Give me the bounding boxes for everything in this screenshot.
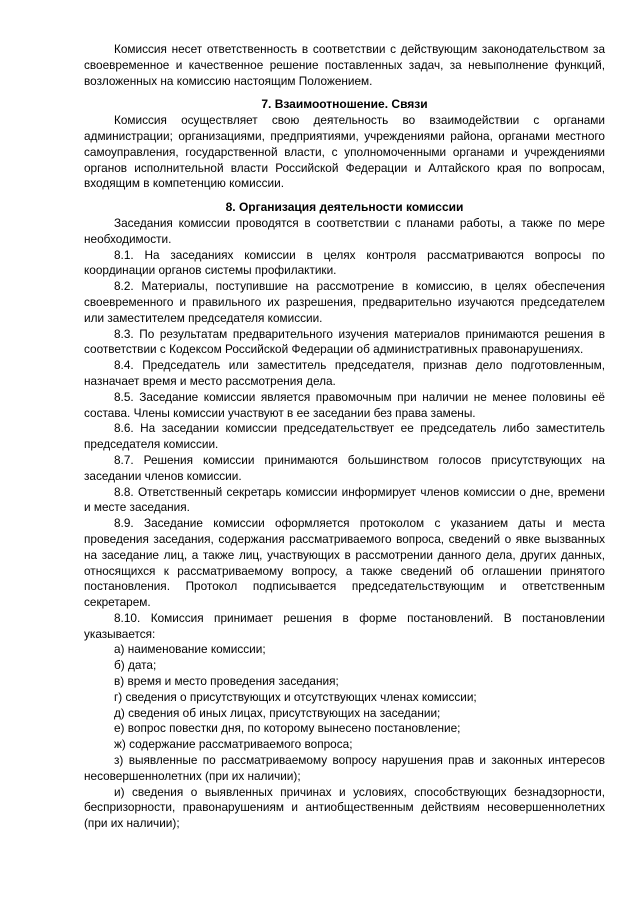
list-item-e: е) вопрос повестки дня, по которому вынесено постановление; bbox=[114, 721, 461, 736]
section-7-heading: 7. Взаимоотношение. Связи bbox=[261, 97, 428, 112]
clause-8-2: 8.2. Материалы, поступившие на рассмотрение в комиссию, в целях обеспечения своевременного и правильного их разрешения, предварительно изучаются председателем или заместителем председателя комиссии. bbox=[84, 279, 605, 325]
clause-8-6: 8.6. На заседании комиссии председательствует ее председатель либо заместитель председателя комиссии. bbox=[84, 421, 605, 452]
list-item-d: д) сведения об иных лицах, присутствующих на заседании; bbox=[114, 705, 441, 720]
list-item-i: и) сведения о выявленных причинах и условиях, способствующих безнадзорности, беспризорности, правонарушениям и антиобщественным действиям несовершеннолетних (при их наличии); bbox=[84, 784, 605, 831]
responsibility-paragraph: Комиссия несет ответственность в соответствии с действующим законодательством за своевременное и качественное решение поставленных задач, за невыполнение функций, возложенных на комиссию настоящим Положением. bbox=[84, 42, 605, 88]
clause-8-10: 8.10. Комиссия принимает решения в форме постановлений. В постановлении указывается: bbox=[84, 610, 605, 641]
clause-8-8: 8.8. Ответственный секретарь комиссии информирует членов комиссии о дне, времени и месте заседания. bbox=[84, 484, 605, 515]
list-item-zh: ж) содержание рассматриваемого вопроса; bbox=[114, 737, 353, 752]
clause-8-1: 8.1. На заседаниях комиссии в целях контроля рассматриваются вопросы по координации органов системы профилактики. bbox=[84, 247, 605, 278]
meetings-intro-paragraph: Заседания комиссии проводятся в соответствии с планами работы, а также по мере необходимости. bbox=[84, 215, 605, 246]
clause-8-4: 8.4. Председатель или заместитель председателя, признав дело подготовленным, назначает время и место рассмотрения дела. bbox=[84, 358, 605, 388]
list-item-v: в) время и место проведения заседания; bbox=[114, 674, 339, 689]
list-item-z: з) выявленные по рассматриваемому вопросу нарушения прав и законных интересов несовершеннолетних (при их наличии); bbox=[84, 753, 605, 783]
section-8-heading: 8. Организация деятельности комиссии bbox=[225, 200, 464, 215]
relations-paragraph: Комиссия осуществляет свою деятельность во взаимодействии с органами администрации; организациями, предприятиями, учреждениями района, органами местного самоуправления, государственной власти, с уполномоченными органами и учреждениями органов исполнительной власти Российской Федерации и Алтайского края по вопросам, входящим в компетенцию комиссии. bbox=[84, 113, 605, 191]
clause-8-7: 8.7. Решения комиссии принимаются большинством голосов присутствующих на заседании членов комиссии. bbox=[84, 452, 605, 483]
list-item-a: а) наименование комиссии; bbox=[114, 642, 266, 657]
clause-8-5: 8.5. Заседание комиссии является правомочным при наличии не менее половины её состава. Члены комиссии участвуют в ее заседании без права замены. bbox=[84, 389, 605, 420]
spacer bbox=[84, 89, 605, 97]
list-item-b: б) дата; bbox=[114, 658, 157, 673]
clause-8-3: 8.3. По результатам предварительного изучения материалов принимаются решения в соответствии с Кодексом Российской Федерации об административных правонарушениях. bbox=[84, 326, 605, 357]
clause-8-9: 8.9. Заседание комиссии оформляется протоколом с указанием даты и места проведения заседания, содержания рассматриваемого вопроса, сведений о явке вызванных на заседание лиц, а также лиц, участвующих в рассмотрении данного дела, других данных, относящихся к рассматриваемому вопросу, а также сведений об оглашении принятого постановления. Протокол подписывается председательствующим и ответственным секретарем. bbox=[84, 516, 605, 610]
spacer bbox=[84, 192, 605, 200]
list-item-g: г) сведения о присутствующих и отсутствующих членах комиссии; bbox=[114, 689, 477, 704]
